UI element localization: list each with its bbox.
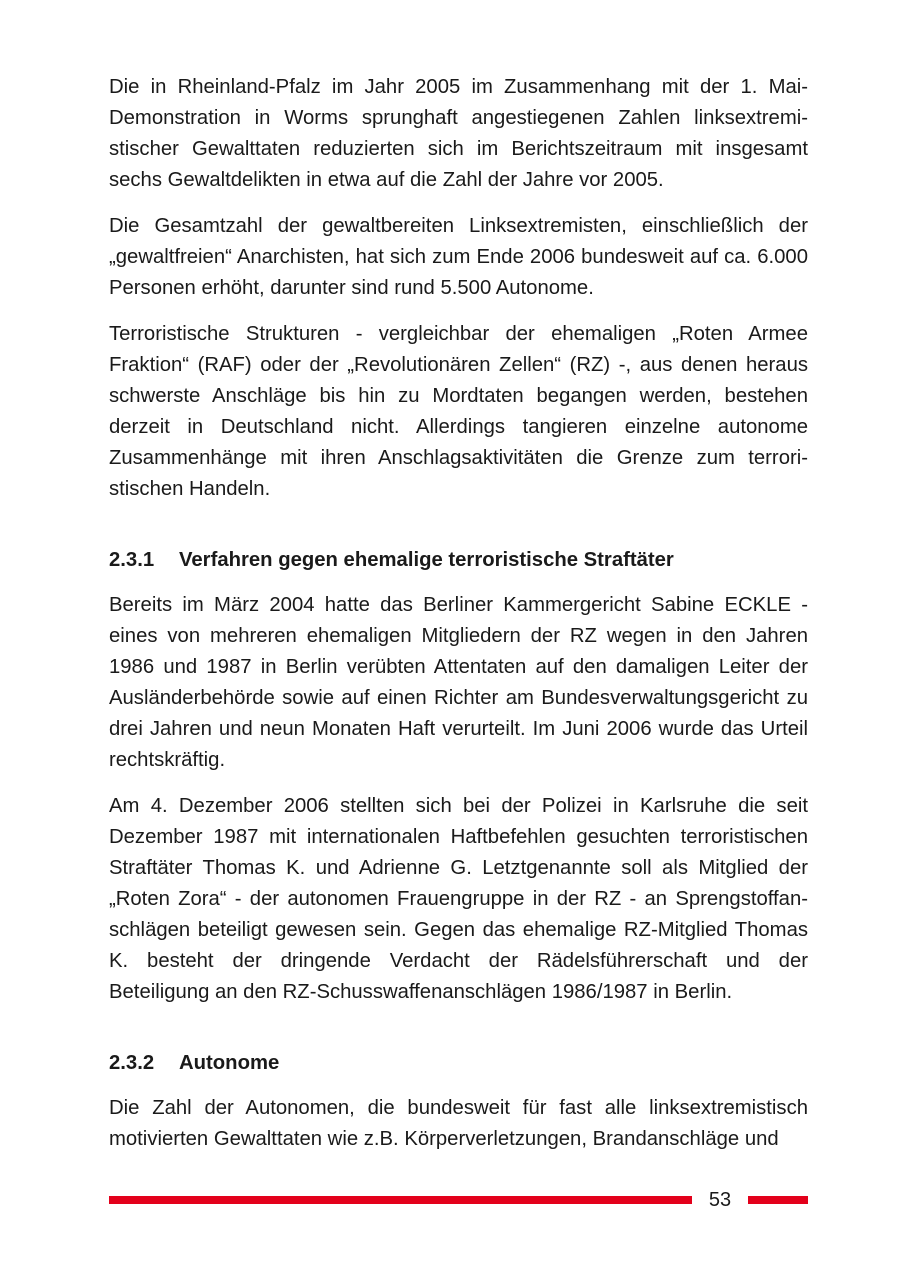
section-heading-2-3-1 [109,545,808,576]
footer-accent-bar-right [748,1196,808,1204]
page-number: 53 [708,1189,732,1211]
section-2-3-2-paragraph-1: Die Zahl der Autonomen, die bundesweit für fast alle linksextremistisch motivierten Gewalttaten wie z.B. Körperverletzungen, Brandanschläge und [109,1097,808,1150]
section-title: Autonome [179,1052,280,1074]
section-heading-2-3-2 [109,1048,808,1079]
section-number: 2.3.2 [109,1052,155,1074]
intro-paragraph-1: Die in Rheinland-Pfalz im Jahr 2005 im Zusammenhang mit der 1. Mai-Demonstration in Worms sprunghaft angestiegenen Zahlen linksextremistischer Gewalttaten reduzierten sich im Berichtszeitraum mit insgesamt sechs Gewaltdelikten in etwa auf die Zahl der Jahre vor 2005. [109,76,808,191]
section-2-3-1-paragraph-2: Am 4. Dezember 2006 stellten sich bei der Polizei in Karlsruhe die seit Dezember 1987 mit internationalen Haftbefehlen gesuchten terroristischen Straftäter Thomas K. und Adrienne G. Letztgenannte soll als Mitglied der „Roten Zora“ - der autonomen Frauengruppe in der RZ - an Sprengstoffanschlägen beteiligt gewesen sein. Gegen das ehemalige RZ-Mitglied Thomas K. besteht der dringende Verdacht der Rädelsführerschaft und der Beteiligung an den RZ-Schusswaffenanschlägen 1986/1987 in Berlin. [109,795,808,1003]
intro-paragraph-3: Terroristische Strukturen - vergleichbar der ehemaligen „Roten Armee Fraktion“ (RAF) oder der „Revolutionären Zellen“ (RZ) -, aus denen heraus schwerste Anschläge bis hin zu Mordtaten begangen werden, bestehen derzeit in Deutschland nicht. Allerdings tangieren einzelne autonome Zusammenhänge mit ihren Anschlagsaktivitäten die Grenze zum terroristischen Handeln. [109,323,808,500]
page-content [109,72,808,1170]
section-number: 2.3.1 [109,549,155,571]
section-2-3-1-paragraph-1: Bereits im März 2004 hatte das Berliner Kammergericht Sabine ECKLE - eines von mehreren ehemaligen Mitgliedern der RZ wegen in den Jahren 1986 und 1987 in Berlin verübten Attentaten auf den damaligen Leiter der Ausländerbehörde sowie auf einen Richter am Bundesverwaltungsgericht zu drei Jahren und neun Monaten Haft verurteilt. Im Juni 2006 wurde das Urteil rechtskräftig. [109,594,808,771]
section-title: Verfahren gegen ehemalige terroristische Straftäter [179,549,674,571]
intro-paragraph-2: Die Gesamtzahl der gewaltbereiten Linksextremisten, einschließlich der „gewaltfreien“ Anarchisten, hat sich zum Ende 2006 bundesweit auf ca. 6.000 Personen erhöht, darunter sind rund 5.500 Autonome. [109,215,808,299]
page-footer [109,1186,808,1216]
footer-accent-bar-left [109,1196,692,1204]
